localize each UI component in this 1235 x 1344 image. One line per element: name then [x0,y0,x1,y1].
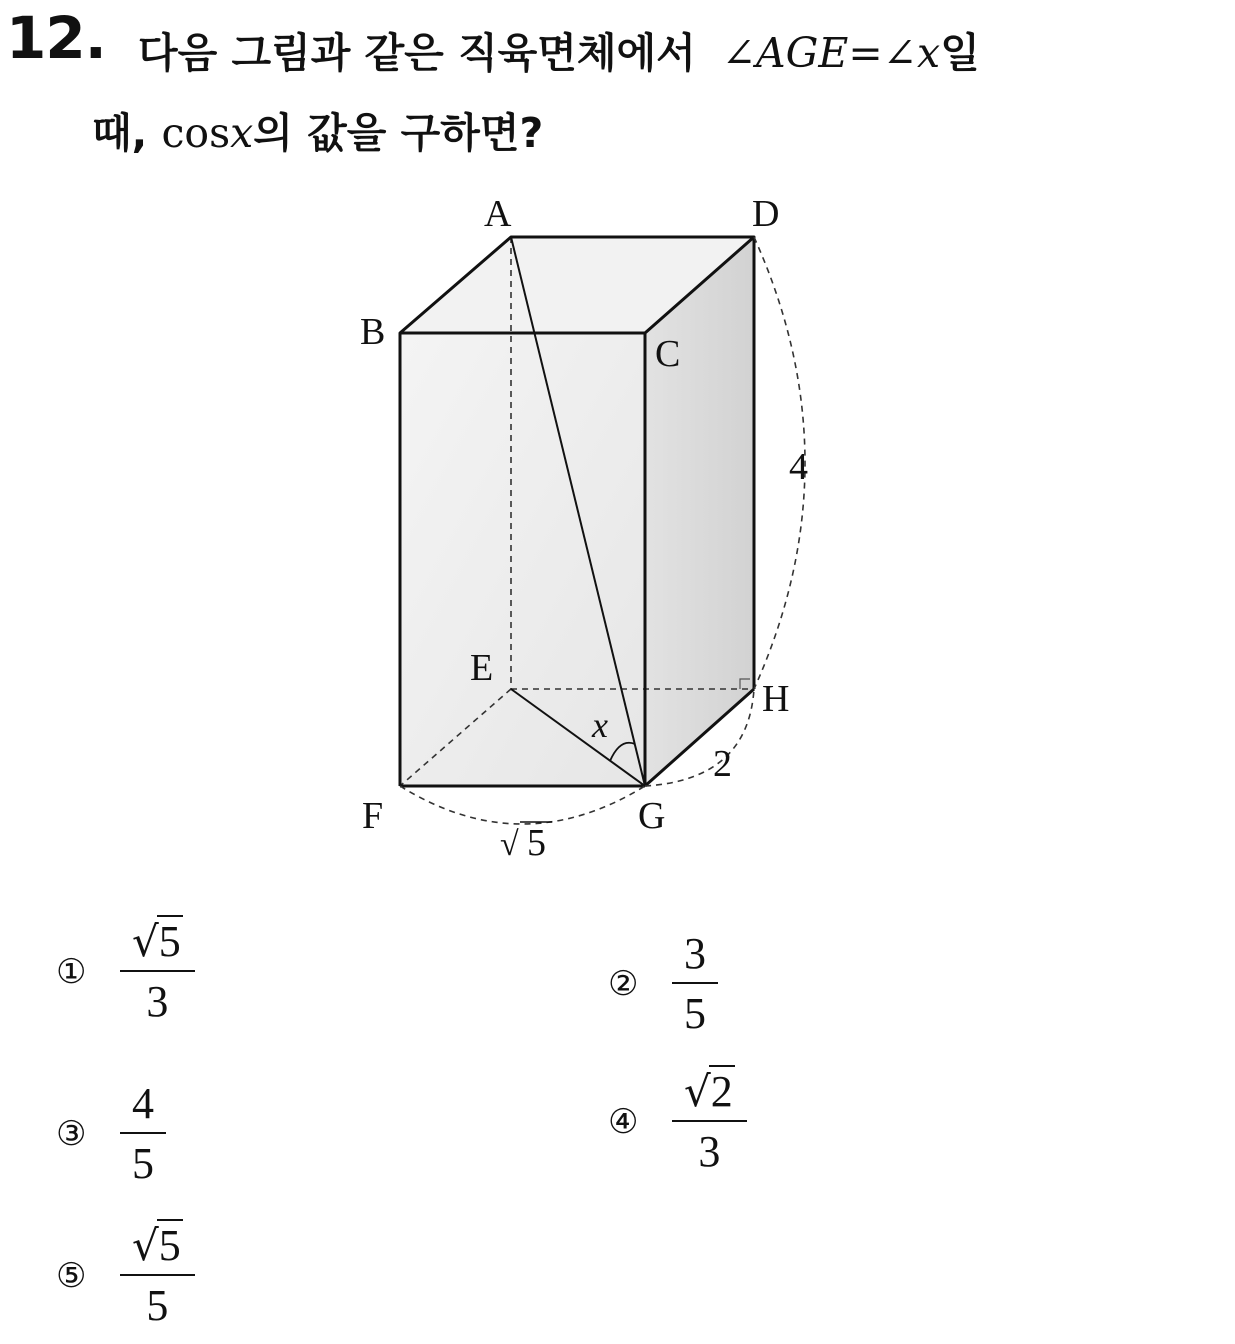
fraction: $\frac{√2}{3}$ [678,1068,741,1177]
choice-4[interactable] [608,1068,741,1177]
dimension-label-gh: 2 [713,743,732,785]
fraction-denominator: 3 [672,1120,747,1176]
fraction [126,1080,160,1189]
vertex-label-g: G [638,795,666,837]
cos-function: cos [161,109,231,157]
fraction-numerator: 5 [158,917,181,966]
choice-5[interactable] [56,1222,189,1331]
choice-marker: ③ [56,1114,87,1155]
fraction-numerator: 5 [158,1221,181,1270]
vertex-label-f: F [362,795,384,837]
fraction [678,930,712,1039]
angle-expression: ∠AGE=∠x [721,29,941,77]
vertex-label-b: B [360,311,386,353]
dim-arc-fg [400,786,645,824]
choice-3[interactable] [56,1080,160,1189]
fraction-denominator: 5 [672,982,718,1038]
question-text-prefix: 때, [92,109,148,157]
question-text-suffix: 일 [940,29,980,77]
vertex-label-e: E [470,647,494,689]
cos-variable: x [230,109,254,157]
choice-2[interactable] [608,930,712,1039]
vertex-label-a: A [484,193,512,235]
question-text-end: 의 값을 구하면? [253,109,544,157]
fraction-numerator: 3 [684,929,706,978]
fraction-denominator: 5 [120,1274,195,1330]
fraction: $\frac{√5}{5}$ [126,1222,189,1331]
choice-marker: ② [608,964,639,1005]
dimension-label-fg-root: √ [500,826,519,863]
fraction-denominator: 5 [120,1132,166,1188]
choice-marker: ④ [608,1102,639,1143]
dimension-label-height: 4 [789,446,808,488]
fraction: $\frac{√5}{3}$ [126,918,189,1027]
choice-marker: ① [56,952,87,993]
vertex-label-h: H [762,678,790,720]
fraction-denominator: 3 [120,970,195,1026]
face-front [400,333,645,786]
angle-label-x: x [592,705,608,745]
choice-marker: ⑤ [56,1256,87,1297]
vertex-label-c: C [655,333,681,375]
question-number: 12. [6,4,106,72]
vertex-label-d: D [752,193,780,235]
question-text: 다음 그림과 같은 직육면체에서 [138,29,696,77]
dimension-label-fg: 5 [527,822,546,864]
fraction-numerator: 4 [132,1079,154,1128]
fraction-numerator: 2 [710,1067,733,1116]
choice-1[interactable] [56,918,189,1027]
